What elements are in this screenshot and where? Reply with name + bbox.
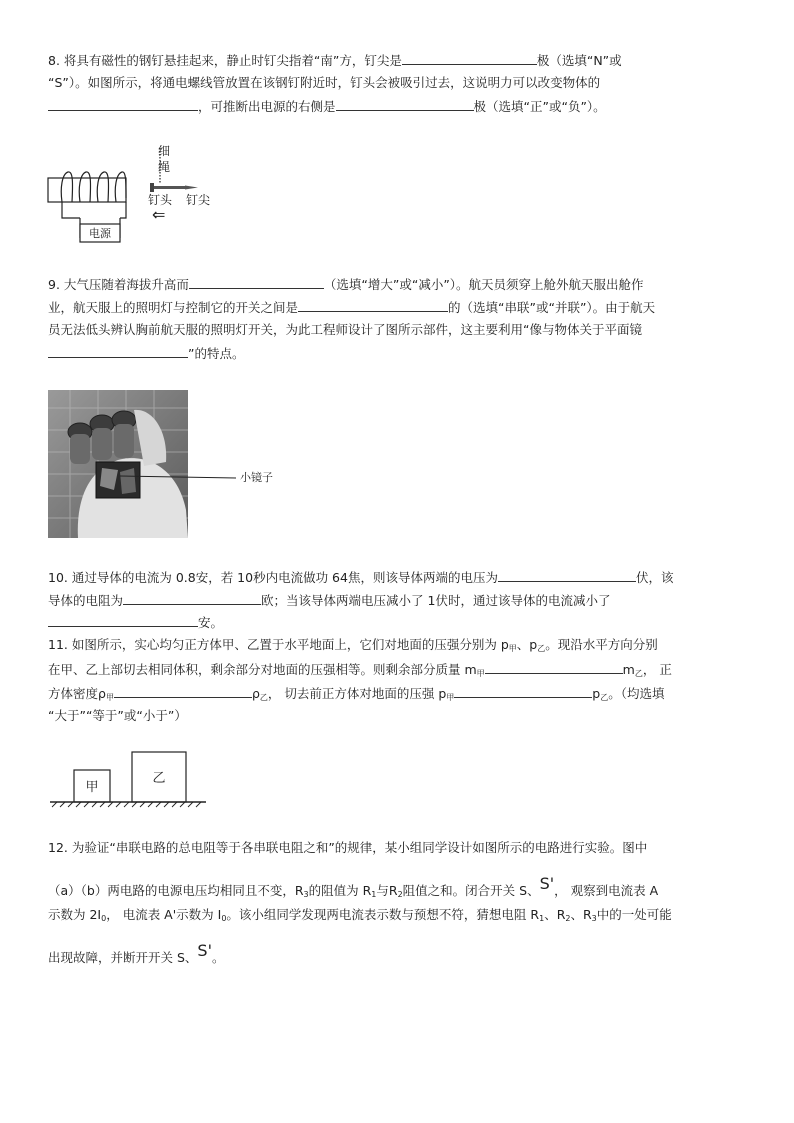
answer-blank[interactable]	[498, 569, 636, 582]
q10-text: 安。	[198, 615, 224, 630]
tip-label: 钉尖	[186, 193, 211, 207]
power-label: 电源	[89, 227, 111, 240]
q9-line-4	[48, 345, 244, 362]
q12-text: 阻值之和。闭合开关 S、	[402, 883, 540, 898]
q8-line-3	[48, 98, 606, 115]
switch-symbol: S'	[539, 874, 555, 893]
spacesuit-glove-photo	[48, 390, 188, 538]
q12-text: 。	[211, 950, 225, 965]
q9-text: 9. 大气压随着海拔升高而	[48, 277, 189, 292]
q9-line-3	[48, 322, 642, 338]
subscript: 甲	[476, 669, 485, 678]
subscript: 0	[221, 914, 227, 923]
string-label: 细	[158, 144, 171, 158]
q8-text: 极（选填“N”或	[536, 53, 622, 68]
subscript: 1	[539, 914, 545, 923]
coil-turn	[79, 172, 90, 202]
wire-left	[62, 202, 80, 218]
coil-turn	[61, 172, 72, 202]
answer-blank[interactable]	[454, 685, 592, 698]
answer-blank[interactable]	[189, 276, 324, 289]
q12-line-4	[48, 943, 225, 966]
q9-text: 的（选填“串联”或“并联”）。由于航天	[448, 300, 656, 315]
q11-line-1	[48, 637, 658, 657]
subscript: 乙	[600, 693, 609, 702]
subscript: 甲	[105, 693, 114, 702]
q12-text: 出现故障，并断开开关 S、	[48, 950, 198, 965]
q8-line-1	[48, 52, 622, 69]
block-b-label: 乙	[152, 771, 166, 786]
q10-text: 导体的电阻为	[48, 593, 124, 608]
q12-line-2	[48, 876, 658, 903]
q11-text: ， 正	[642, 662, 672, 677]
q9-text: 员无法低头辨认胸前航天服的照明灯开关，为此工程师设计了图所示部件，这主要利用“像与物体关于平面镜	[48, 322, 642, 337]
q11-text: “大于”“等于”或“小于”）	[48, 708, 187, 723]
coil-turn	[115, 172, 126, 202]
q9-line-2	[48, 299, 655, 316]
mirror-leader-line	[120, 470, 240, 486]
block-a-label: 甲	[85, 780, 99, 795]
subscript: 1	[371, 890, 377, 899]
answer-blank[interactable]	[48, 614, 198, 627]
answer-blank[interactable]	[336, 98, 474, 111]
subscript: 0	[101, 914, 107, 923]
q11-text: 11. 如图所示，实心均匀正方体甲、乙置于水平地面上，它们对地面的压强分别为 p	[48, 637, 509, 652]
subscript: 乙	[537, 644, 546, 653]
q9-text: ”的特点。	[188, 346, 245, 361]
q11-text: 、p	[516, 637, 538, 652]
q12-line-3	[48, 907, 672, 927]
q12-text: 12. 为验证“串联电路的总电阻等于各串联电阻之和”的规律，某小组同学设计如图所示的电路进行实验。图中	[48, 840, 648, 855]
q12-text: 示数为 2I	[48, 907, 102, 922]
head-label: 钉头	[148, 193, 173, 207]
answer-blank[interactable]	[402, 52, 537, 65]
q10-text: 10. 通过导体的电流为 0.8安，若 10秒内电流做功 64焦，则该导体两端的电压为	[48, 570, 498, 585]
nail-tip	[185, 186, 198, 190]
answer-blank[interactable]	[123, 592, 261, 605]
q12-text: 。该小组同学发现两电流表示数与预想不符，猜想电阻 R	[226, 907, 540, 922]
q8-text: ，可推断出电源的右侧是	[198, 99, 336, 114]
answer-blank[interactable]	[485, 661, 623, 674]
subscript: 2	[397, 890, 403, 899]
nail-head	[150, 183, 154, 192]
q12-text: ， 电流表 A'示数为 I	[106, 907, 222, 922]
answer-blank[interactable]	[48, 98, 198, 111]
wire-right	[120, 202, 126, 218]
q10-text: 欧；当该导体两端电压减小了 1伏时，通过该导体的电流减小了	[261, 593, 611, 608]
q11-text: 在甲、乙上部切去相同体积，剩余部分对地面的压强相等。则剩余部分质量 m	[48, 662, 477, 677]
q12-text: 、R	[544, 907, 566, 922]
q8-line-2	[48, 75, 600, 91]
arrow-left-icon: ⇐	[152, 205, 166, 224]
q8-text: 8. 将具有磁性的钢钉悬挂起来，静止时钉尖指着“南”方，钉尖是	[48, 53, 402, 68]
subscript: 2	[565, 914, 571, 923]
q12-line-1	[48, 840, 647, 856]
subscript: 乙	[634, 669, 643, 678]
subscript: 3	[591, 914, 597, 923]
q10-text: 伏，该	[635, 570, 674, 585]
q9-line-1	[48, 276, 644, 293]
switch-symbol: S'	[197, 941, 212, 960]
mirror-label: 小镜子	[240, 471, 273, 484]
subscript: 3	[303, 890, 309, 899]
q12-text: 与R	[376, 883, 398, 898]
q11-text: 方体密度ρ	[48, 686, 106, 701]
q11-text: ， 切去前正方体对地面的压强 p	[267, 686, 447, 701]
q8-text: “S”）。如图所示，将通电螺线管放置在该钢钉附近时，钉头会被吸引过去，这说明力可以改变物体的	[48, 75, 601, 90]
q11-text: p	[592, 686, 601, 701]
q11-text: ρ	[251, 686, 260, 701]
q11-line-2	[48, 661, 672, 682]
answer-blank[interactable]	[298, 299, 448, 312]
blocks-figure	[46, 750, 210, 808]
coil-turn	[97, 172, 108, 202]
answer-blank[interactable]	[114, 685, 252, 698]
q12-text: 中的一处可能	[596, 907, 672, 922]
q12-text: 、R	[570, 907, 592, 922]
q11-line-4	[48, 708, 187, 724]
q12-text: ， 观察到电流表 A	[554, 883, 659, 898]
string-label: 绳	[158, 160, 171, 174]
q10-line-1	[48, 569, 673, 586]
q9-text: （选填“增大”或“减小”）。航天员须穿上舱外航天服出舱作	[323, 277, 644, 292]
solenoid-core	[48, 178, 126, 202]
q10-line-3	[48, 614, 223, 631]
q9-text: 业，航天服上的照明灯与控制它的开关之间是	[48, 300, 299, 315]
q11-text: 。现沿水平方向分别	[545, 637, 658, 652]
q11-line-3	[48, 685, 664, 706]
q11-text: m	[622, 662, 635, 677]
q10-line-2	[48, 592, 610, 609]
q12-text: 的阻值为 R	[308, 883, 372, 898]
q12-text: （a）（b）两电路的电源电压均相同且不变，R	[48, 883, 304, 898]
subscript: 乙	[259, 693, 268, 702]
answer-blank[interactable]	[48, 345, 188, 358]
subscript: 甲	[508, 644, 517, 653]
subscript: 甲	[446, 693, 455, 702]
q11-text: 。（均选填	[608, 686, 665, 701]
solenoid-figure	[40, 138, 240, 246]
q8-text: 极（选填“正”或“负”）。	[473, 99, 606, 114]
